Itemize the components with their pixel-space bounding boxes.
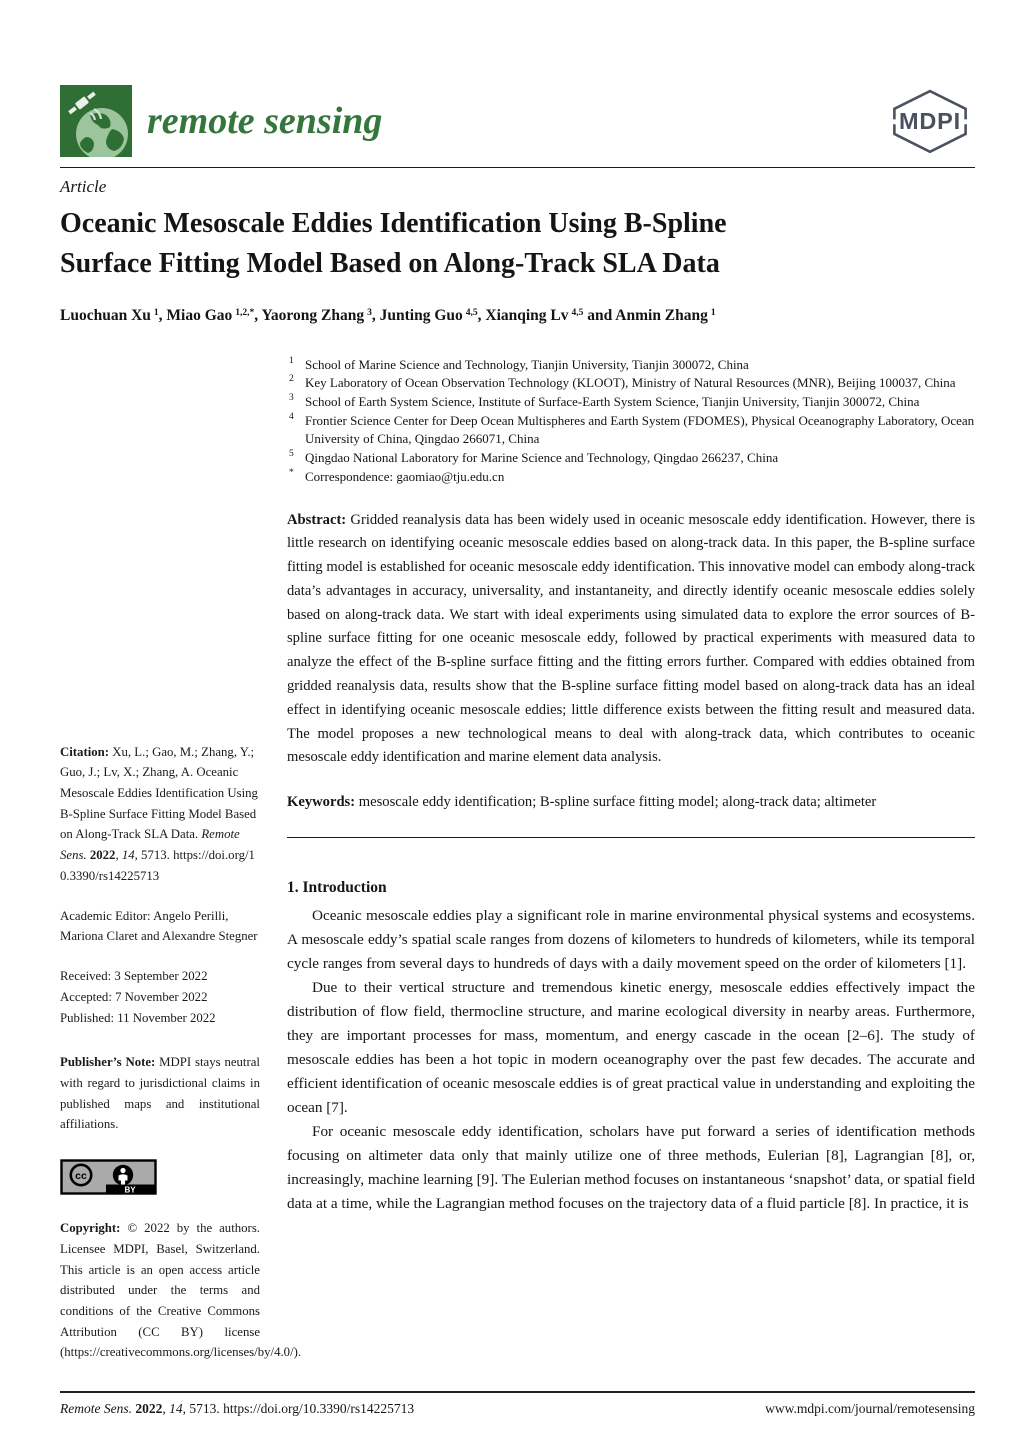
cc-by-text: BY bbox=[124, 1185, 136, 1195]
author-affiliation-sup: 1,2,* bbox=[235, 307, 255, 318]
keywords-text: mesoscale eddy identification; B-spline surface fitting model; along-track data; altimeter bbox=[358, 794, 877, 811]
title-line-2: Surface Fitting Model Based on Along-Track SLA Data bbox=[60, 247, 720, 279]
header-rule bbox=[60, 167, 975, 168]
journal-header bbox=[60, 0, 975, 157]
copyright-label: Copyright: bbox=[60, 1221, 121, 1236]
keywords bbox=[287, 791, 975, 815]
intro-paragraph-1: Oceanic mesoscale eddies play a significant role in marine environmental physical systems and ecosystems. A mesoscale eddy’s spatial scale ranges from dozens of kilometers to hundreds of kilometers, while its temporal cycle ranges from several days to hundreds of days with a daily movement speed on the order of kilometers [1]. bbox=[287, 906, 975, 972]
two-column-layout bbox=[60, 356, 975, 1364]
affiliations-list bbox=[287, 356, 975, 487]
accepted-date: Accepted: 7 November 2022 bbox=[60, 990, 208, 1005]
affiliation-item: 4 Frontier Science Center for Deep Ocean Multispheres and Earth System (FDOMES), Physical Oceanography Laboratory, Ocean University of China, Qingdao 266071, China bbox=[289, 411, 975, 447]
academic-editor-label: Academic Editor: bbox=[60, 908, 151, 923]
copyright-block bbox=[60, 1218, 302, 1363]
intro-paragraph-3: For oceanic mesoscale eddy identification, scholars have put forward a series of identification methods focusing on altimeter data only that mainly utilize one of three methods, Eulerian [8], Lagrangian [8], or, increasingly, machine learning [9]. The Eulerian method focuses on instantaneous ‘snapshot’ data, or spatial field data at a time, while the Lagrangian method focuses on the trajectory data of a fluid particle [8]. In practice, it is bbox=[287, 1123, 976, 1213]
author: Junting Guo $^{4,5}$, bbox=[379, 306, 486, 324]
footer-rule bbox=[60, 1391, 975, 1393]
copyright-text: © 2022 by the authors. Licensee MDPI, Basel, Switzerland. This article is an open access article distributed under the terms and conditions of the Creative Commons Attribution (CC BY) license (https://creativecommons.org/licenses/by/4.0/). bbox=[60, 1221, 302, 1360]
affiliation-item: 5 Qingdao National Laboratory for Marine Science and Technology, Qingdao 266237, China bbox=[289, 449, 779, 466]
mdpi-logo-text: MDPI bbox=[899, 108, 961, 135]
academic-editor-names: Angelo Perilli, Mariona Claret and Alexandre Stegner bbox=[60, 908, 258, 944]
citation-label: Citation: bbox=[60, 744, 110, 759]
author: Miao Gao $^{1,2,*}$, bbox=[166, 306, 262, 324]
publisher-note-label: Publisher’s Note: bbox=[60, 1055, 156, 1070]
citation-text: Xu, L.; Gao, M.; Zhang, Y.; Guo, J.; Lv, X.; Zhang, A. Oceanic Mesoscale Eddies Identification Using B-Spline Surface Fitting Model Based on Along-Track SLA Data. bbox=[60, 744, 258, 842]
remote-sensing-logo-icon bbox=[60, 85, 132, 157]
published-date: Published: 11 November 2022 bbox=[60, 1011, 216, 1026]
author: Anmin Zhang $^1$ bbox=[615, 306, 716, 324]
author-affiliation-sup: 4,5 bbox=[571, 307, 584, 318]
abstract-text: Gridded reanalysis data has been widely used in oceanic mesoscale eddy identification. However, there is little research on identifying oceanic mesoscale eddies based on along-track data. In this paper, the B-spline surface fitting model is established for oceanic mesoscale eddy identification. This innovative model can embody along-track data’s advantages in accuracy, universality, and instantaneity, and directly identify oceanic mesoscale eddies solely based on along-track data. We start with ideal experiments using simulated data to explore the error sources of B-spline surface fitting for one oceanic mesoscale eddy, followed by practical experiments with measured data to analyze the effect of the B-spline surface fitting and the fitting errors further. Compared with eddies obtained from gridded reanalysis data, results show that the B-spline surface fitting model based on along-track data has an ideal effect in identifying oceanic mesoscale eddies; little difference exists between the fitting result and measured data. The model proposes a new technological means to deal with along-track data, which contributes to oceanic mesoscale eddy identification and marine element data analysis. bbox=[287, 511, 975, 766]
publisher-note-text: MDPI stays neutral with regard to jurisdictional claims in published maps and institutional affiliations. bbox=[60, 1055, 260, 1132]
author-affiliation-sup: 1 bbox=[710, 307, 716, 318]
citation-volume: 14 bbox=[121, 848, 135, 863]
dates-block bbox=[60, 966, 260, 1029]
title-line-1: Oceanic Mesoscale Eddies Identification Using B-Spline bbox=[60, 208, 727, 239]
received-date: Received: 3 September 2022 bbox=[60, 968, 208, 983]
citation-doi-link[interactable]: https://doi.org/10.3390/rs14225713 bbox=[60, 848, 255, 883]
footer-citation: Remote Sens. 2022, 14, 5713. https://doi.org/10.3390/rs14225713 bbox=[60, 1401, 415, 1416]
main-column bbox=[287, 356, 975, 1364]
page-title bbox=[60, 204, 975, 284]
intro-paragraph-2: Due to their vertical structure and tremendous kinetic energy, mesoscale eddies effectively impact the distribution of flow field, thermocline structure, and marine ecological diversity in nearby areas. Furthermore, they are important processes for mass, momentum, and energy cascade in the ocean [2–6]. The study of mesoscale eddies has been a hot topic in modern oceanography over the past few decades. The accurate and efficient identification of oceanic mesoscale eddies is of great practical value in understanding and exploiting the ocean [7]. bbox=[287, 978, 975, 1117]
citation-block: Citation: Xu, L.; Gao, M.; Zhang, Y.; Guo, J.; Lv, X.; Zhang, A. Oceanic Mesoscale Eddies Identification Using B-Spline Surface Fitting Model Based on Along-Track SLA Data. Remote Sens. 2022, 14, 5713. https://doi.org/10.3390/rs14225713 bbox=[60, 744, 258, 883]
margin-sidebar bbox=[60, 356, 302, 1364]
article-type-label: Article bbox=[60, 177, 107, 196]
author: Yaorong Zhang $^3$, bbox=[261, 306, 380, 324]
cc-by-license-badge[interactable] bbox=[60, 1159, 157, 1196]
authors-line bbox=[60, 307, 975, 325]
page-footer bbox=[60, 1391, 975, 1417]
author-affiliation-sup: 3 bbox=[367, 307, 372, 318]
academic-editor-block bbox=[60, 906, 260, 947]
author: Luochuan Xu $^1$, bbox=[60, 306, 167, 324]
author-affiliation-sup: 4,5 bbox=[465, 307, 478, 318]
section-heading-introduction: 1. Introduction bbox=[287, 878, 387, 896]
affiliation-item: 1 School of Marine Science and Technology, Tianjin University, Tianjin 300072, China bbox=[289, 355, 749, 372]
cc-icon-text: cc bbox=[75, 1170, 87, 1183]
citation-journal: Remote Sens. bbox=[60, 827, 240, 863]
abstract-label: Abstract: bbox=[287, 511, 347, 528]
journal-brand bbox=[60, 85, 382, 157]
keywords-label: Keywords: bbox=[287, 794, 356, 811]
abstract bbox=[287, 509, 975, 771]
publisher-note bbox=[60, 1052, 260, 1135]
footer-journal-url[interactable]: www.mdpi.com/journal/remotesensing bbox=[765, 1401, 975, 1416]
author: Xianqing Lv $^{4,5}$ and bbox=[485, 306, 616, 324]
author-affiliation-sup: 1 bbox=[153, 307, 159, 318]
journal-wordmark: remote sensing bbox=[147, 100, 383, 142]
mdpi-logo bbox=[885, 87, 975, 155]
citation-year: 2022 bbox=[89, 848, 116, 863]
affiliation-item-correspondence[interactable]: * Correspondence: gaomiao@tju.edu.cn bbox=[289, 467, 505, 484]
affiliation-item: 2 Key Laboratory of Ocean Observation Technology (KLOOT), Ministry of Natural Resources (MNR), Beijing 100037, China bbox=[289, 374, 956, 391]
affiliation-item: 3 School of Earth System Science, Institute of Surface-Earth System Science, Tianjin University, Tianjin 300072, China bbox=[289, 392, 920, 409]
section-divider-rule bbox=[287, 837, 975, 838]
